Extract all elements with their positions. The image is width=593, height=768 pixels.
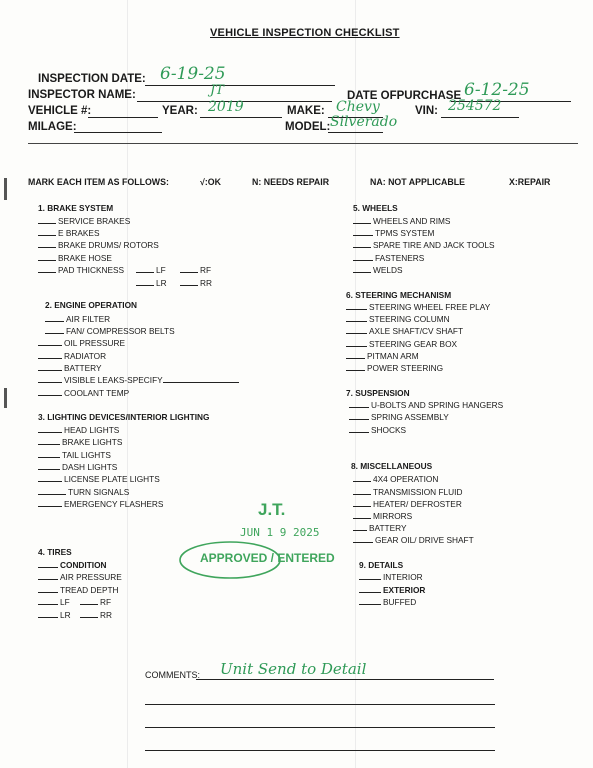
inspection-date-label: INSPECTION DATE: xyxy=(38,73,146,85)
checklist-item[interactable]: BRAKE HOSE xyxy=(38,252,112,263)
legend-needs-repair: N: NEEDS REPAIR xyxy=(252,177,330,187)
form-title: VEHICLE INSPECTION CHECKLIST xyxy=(210,27,400,39)
checklist-item[interactable]: EXTERIOR xyxy=(359,584,425,595)
legend-repair: X:REPAIR xyxy=(509,177,551,187)
checklist-item[interactable]: AIR FILTER xyxy=(45,313,110,324)
inspector-name-value[interactable]: JT xyxy=(210,83,224,98)
checklist-item[interactable]: TURN SIGNALS xyxy=(38,486,129,497)
checklist-item[interactable]: HEATER/ DEFROSTER xyxy=(353,498,462,509)
date-of-purchase-value[interactable]: 6-12-25 xyxy=(464,80,530,100)
checklist-item[interactable]: LICENSE PLATE LIGHTS xyxy=(38,473,160,484)
inspection-date-value[interactable]: 6-19-25 xyxy=(160,64,226,84)
checklist-item[interactable]: STEERING WHEEL FREE PLAY xyxy=(346,301,490,312)
legend-intro: MARK EACH ITEM AS FOLLOWS: xyxy=(28,177,169,187)
make-value[interactable]: Chevy xyxy=(336,99,380,115)
section-wheels: 5. WHEELS xyxy=(353,203,398,213)
vin-value[interactable]: 254572 xyxy=(448,98,502,114)
checklist-item[interactable]: GEAR OIL/ DRIVE SHAFT xyxy=(353,534,474,545)
checklist-item[interactable]: FASTENERS xyxy=(353,252,424,263)
checklist-item[interactable]: DASH LIGHTS xyxy=(38,461,117,472)
checklist-item[interactable]: STEERING GEAR BOX xyxy=(346,338,457,349)
date-of-purchase-label: DATE OFPURCHASE xyxy=(347,90,462,102)
stamp-approved-entered: APPROVED / ENTERED xyxy=(200,551,335,565)
checklist-item[interactable]: BATTERY xyxy=(353,522,407,533)
tire-rf[interactable]: RF xyxy=(80,596,111,607)
comment-line[interactable] xyxy=(145,750,495,751)
section-details: 9. DETAILS xyxy=(359,560,404,570)
pad-rr[interactable]: RR xyxy=(180,277,212,288)
vehicle-number-label: VEHICLE #: xyxy=(28,105,92,117)
section-miscellaneous: 8. MISCELLANEOUS xyxy=(351,461,433,471)
checklist-item[interactable]: BRAKE LIGHTS xyxy=(38,436,122,447)
checklist-item[interactable]: 4X4 OPERATION xyxy=(353,473,438,484)
make-label: MAKE: xyxy=(287,105,325,117)
checklist-item[interactable]: HEAD LIGHTS xyxy=(38,424,119,435)
checklist-item[interactable]: PAD THICKNESS xyxy=(38,264,124,275)
tire-lf[interactable]: LF xyxy=(38,596,70,607)
section-brake-system: 1. BRAKE SYSTEM xyxy=(38,203,114,213)
section-engine-operation: 2. ENGINE OPERATION xyxy=(45,300,138,310)
section-steering: 6. STEERING MECHANISM xyxy=(346,290,452,300)
stamp-initials: J.T. xyxy=(258,500,286,519)
milage-label: MILAGE: xyxy=(28,121,77,133)
pad-lf[interactable]: LF xyxy=(136,264,166,275)
year-value[interactable]: 2019 xyxy=(208,99,244,115)
scan-artifact xyxy=(4,388,7,408)
checklist-item[interactable]: SPRING ASSEMBLY xyxy=(349,411,449,422)
checklist-item[interactable]: SPARE TIRE AND JACK TOOLS xyxy=(353,239,495,250)
checklist-item[interactable]: STEERING COLUMN xyxy=(346,313,450,324)
checklist-item[interactable]: WHEELS AND RIMS xyxy=(353,215,450,226)
checklist-item[interactable]: EMERGENCY FLASHERS xyxy=(38,498,163,509)
model-value[interactable]: Silverado xyxy=(330,114,398,130)
legend-ok: √:OK xyxy=(200,177,221,187)
checklist-item[interactable]: AXLE SHAFT/CV SHAFT xyxy=(346,325,463,336)
checklist-item[interactable]: BRAKE DRUMS/ ROTORS xyxy=(38,239,159,250)
checklist-item[interactable]: FAN/ COMPRESSOR BELTS xyxy=(45,325,175,336)
checklist-item[interactable]: TREAD DEPTH xyxy=(38,584,119,595)
stamp-date: JUN 1 9 2025 xyxy=(240,526,320,539)
comment-line[interactable] xyxy=(145,704,495,705)
checklist-item[interactable]: COOLANT TEMP xyxy=(38,387,129,398)
pad-lr[interactable]: LR xyxy=(136,277,167,288)
comment-line[interactable] xyxy=(145,727,495,728)
tire-rr[interactable]: RR xyxy=(80,609,112,620)
checklist-item[interactable]: SHOCKS xyxy=(349,424,406,435)
checklist-item[interactable]: OIL PRESSURE xyxy=(38,337,125,348)
inspector-name-label: INSPECTOR NAME: xyxy=(28,89,136,101)
checklist-item[interactable]: BUFFED xyxy=(359,596,416,607)
comments-label: COMMENTS: xyxy=(145,670,200,680)
checklist-item[interactable]: TAIL LIGHTS xyxy=(38,449,111,460)
section-suspension: 7. SUSPENSION xyxy=(346,388,410,398)
checklist-item[interactable]: E BRAKES xyxy=(38,227,100,238)
checklist-item[interactable]: U-BOLTS AND SPRING HANGERS xyxy=(349,399,503,410)
tire-lr[interactable]: LR xyxy=(38,609,71,620)
model-label: MODEL: xyxy=(285,121,331,133)
checklist-item[interactable]: MIRRORS xyxy=(353,510,412,521)
vin-label: VIN: xyxy=(415,105,438,117)
checklist-item[interactable]: SERVICE BRAKES xyxy=(38,215,130,226)
checklist-item[interactable]: RADIATOR xyxy=(38,350,106,361)
checklist-item[interactable]: CONDITION xyxy=(38,559,107,570)
checklist-item[interactable]: TPMS SYSTEM xyxy=(353,227,434,238)
section-tires: 4. TIRES xyxy=(38,547,72,557)
scan-artifact xyxy=(4,178,7,200)
checklist-item[interactable]: TRANSMISSION FLUID xyxy=(353,486,462,497)
checklist-item[interactable]: VISIBLE LEAKS-SPECIFY xyxy=(38,374,241,385)
checklist-item[interactable]: PITMAN ARM xyxy=(346,350,419,361)
checklist-item[interactable]: POWER STEERING xyxy=(346,362,443,373)
checklist-item[interactable]: AIR PRESSURE xyxy=(38,571,122,582)
checklist-item[interactable]: INTERIOR xyxy=(359,571,423,582)
section-lighting: 3. LIGHTING DEVICES/INTERIOR LIGHTING xyxy=(38,412,210,422)
comments-value[interactable]: Unit Send to Detail xyxy=(220,660,367,678)
checklist-item[interactable]: WELDS xyxy=(353,264,403,275)
pad-rf[interactable]: RF xyxy=(180,264,211,275)
legend-not-applicable: NA: NOT APPLICABLE xyxy=(370,177,465,187)
checklist-item[interactable]: BATTERY xyxy=(38,362,102,373)
year-label: YEAR: xyxy=(162,105,198,117)
